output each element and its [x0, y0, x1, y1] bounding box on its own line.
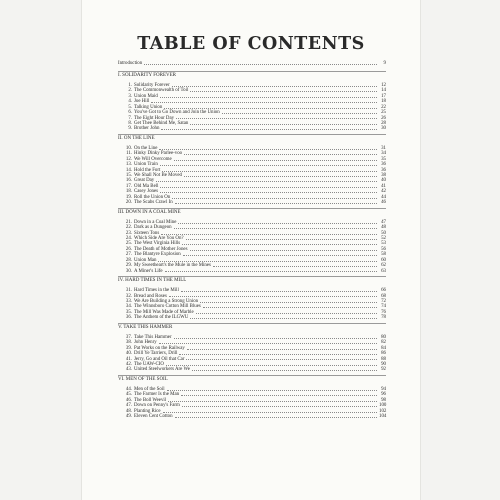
song-number: 9. [128, 126, 132, 132]
page-number: 88 [381, 356, 386, 362]
section-heading: VI. MEN OF THE SOIL [118, 377, 168, 383]
song-title-text: Hold the Fort [134, 167, 161, 173]
song-number: 5. [128, 104, 132, 110]
song-number: 10. [125, 145, 132, 151]
page-number: 63 [381, 268, 386, 274]
page-number: 41 [381, 183, 386, 189]
song-number: 32. [125, 293, 132, 299]
toc-entry[interactable] [118, 199, 386, 205]
song-number: 2. [128, 88, 132, 94]
page-number: 78 [381, 315, 386, 321]
song-title-text: The Anthem of the ILGWU [134, 315, 189, 321]
dot-leader [175, 203, 377, 204]
song-title-text: Get Thee Behind Me, Satan [134, 120, 189, 126]
song-number: 39. [125, 345, 132, 351]
song-number: 49. [125, 414, 132, 420]
song-number: 34. [125, 304, 132, 310]
song-number: 43. [125, 367, 132, 373]
page-number: 74 [381, 304, 386, 310]
song-title [124, 315, 188, 320]
song-title-text: Men of the Soil [134, 386, 165, 392]
song-title-text: The Death of Mother Jones [134, 246, 188, 252]
page-number: 82 [381, 340, 386, 346]
song-number: 12. [125, 156, 132, 162]
page-number: 22 [381, 104, 386, 110]
song-title [124, 414, 173, 419]
song-number: 44. [125, 386, 132, 392]
song-number: 19. [125, 194, 132, 200]
page-number: 94 [381, 386, 386, 392]
song-number: 42. [125, 361, 132, 367]
song-title-text: Roll the Union On [134, 194, 171, 200]
section-heading: III. DOWN IN A COAL MINE [118, 209, 181, 215]
page-number: 46 [381, 200, 386, 206]
song-title-text: Drill Ye Tarriers, Drill [134, 351, 178, 357]
toc-entry[interactable] [118, 125, 386, 131]
song-title [124, 269, 163, 274]
song-title-text: Joe Hill [134, 99, 150, 105]
song-title-text: Down on Penny's Farm [134, 403, 180, 409]
song-title-text: Casey Jones [134, 189, 159, 195]
dot-leader [175, 417, 377, 418]
section-divider [118, 208, 386, 209]
page-number: 26 [381, 115, 386, 121]
page-number: 56 [381, 246, 386, 252]
page-number: 66 [381, 288, 386, 294]
song-title-text: John Henry [134, 340, 157, 346]
page-number: 84 [381, 345, 386, 351]
page-number: 30 [381, 126, 386, 132]
song-title-text: Brother John [134, 126, 160, 132]
page-number: 80 [381, 334, 386, 340]
song-title-text: The West Virginia Hills [134, 241, 181, 247]
page-number: 92 [381, 367, 386, 373]
song-title-text: My Sweetheart's the Mule in the Mines [134, 263, 211, 269]
song-title-text: A Miner's Life [134, 268, 163, 274]
page-number: 90 [381, 361, 386, 367]
song-number: 36. [125, 315, 132, 321]
song-title-text: The Commonwealth of Toil [134, 88, 189, 94]
song-number: 30. [125, 268, 132, 274]
page-number: 14 [381, 88, 386, 94]
song-number: 13. [125, 162, 132, 168]
song-number: 37. [125, 334, 132, 340]
page-number: 76 [381, 309, 386, 315]
page-number: 44 [381, 194, 386, 200]
page-number: 98 [381, 397, 386, 403]
dot-leader [144, 64, 377, 65]
song-title-text: Sixteen Tons [134, 230, 160, 236]
section-divider [118, 71, 386, 72]
song-title-text: The Blantyre Explosion [134, 252, 181, 258]
song-number: 7. [128, 115, 132, 121]
page-number: 53 [381, 241, 386, 247]
song-title-text: Solidarity Forever [134, 83, 170, 88]
song-number: 22. [125, 225, 132, 231]
toc-entry-introduction[interactable] [118, 60, 386, 66]
page-number: 60 [381, 257, 386, 263]
song-number: 46. [125, 397, 132, 403]
song-title-text: The Scabs Crawl In [134, 200, 173, 206]
book-page [82, 0, 420, 500]
page-number: 36 [381, 162, 386, 168]
page-number: 31 [381, 145, 386, 151]
song-number: 16. [125, 178, 132, 184]
page-number: 36 [381, 167, 386, 173]
song-title [124, 126, 159, 131]
page-number: 86 [381, 351, 386, 357]
song-title-text: Take This Hammer [134, 334, 172, 340]
song-number: 38. [125, 340, 132, 346]
song-title-text: We Shall Not Be Moved [134, 173, 182, 179]
toc-entry[interactable] [118, 314, 386, 320]
section-divider [118, 375, 386, 376]
song-title-text: The Mill Was Made of Marble [134, 309, 194, 315]
song-title-text: The Winnsboro Cotton Mill Blues [134, 304, 201, 310]
song-number: 3. [128, 93, 132, 99]
page-number: 38 [381, 173, 386, 179]
song-number: 15. [125, 173, 132, 179]
song-number: 21. [125, 219, 132, 225]
section-heading: IV. HARD TIMES IN THE MILL [118, 278, 187, 284]
song-number: 4. [128, 99, 132, 105]
song-title-text: We Will Overcome [134, 156, 172, 162]
song-number: 17. [125, 183, 132, 189]
song-title-text: Dark as a Dungeon [134, 225, 172, 231]
song-title-text: United Steelworkers Are We [134, 367, 190, 373]
song-title-text: Pat Works on the Railway [134, 345, 185, 351]
song-number: 25. [125, 241, 132, 247]
page-number: 28 [381, 120, 386, 126]
song-number: 40. [125, 351, 132, 357]
dot-leader [161, 129, 377, 130]
page-number: 104 [379, 414, 387, 420]
song-number: 35. [125, 309, 132, 315]
toc-entry[interactable] [118, 413, 386, 419]
song-title-text: On the Line [134, 145, 158, 151]
page-title: TABLE OF CONTENTS [137, 34, 365, 54]
page-number: 42 [381, 189, 386, 195]
section-divider [118, 276, 386, 277]
page-number: 62 [381, 263, 386, 269]
song-title [124, 367, 190, 372]
song-number: 29. [125, 263, 132, 269]
page-number: 18 [381, 99, 386, 105]
page-number: 50 [381, 230, 386, 236]
song-title-text: Down in a Coal Mine [134, 219, 177, 225]
song-title-text: Jerry, Go and Oil that Car [134, 356, 185, 362]
song-title-text: Bread and Roses [134, 293, 167, 299]
dot-leader [190, 318, 377, 319]
introduction-page: 9 [383, 61, 386, 66]
song-title-text: Planting Rice [134, 408, 161, 414]
page-number: 12 [381, 83, 386, 88]
song-title [124, 200, 173, 205]
song-title-text: Which Side Are You On? [134, 236, 184, 242]
section-heading: I. SOLIDARITY FOREVER [118, 73, 177, 79]
page-number: 58 [381, 252, 386, 258]
page-number: 68 [381, 293, 386, 299]
page-number: 96 [381, 392, 386, 398]
song-number: 14. [125, 167, 132, 173]
page-number: 34 [381, 151, 386, 157]
page-number: 52 [381, 236, 386, 242]
page-number: 47 [381, 219, 386, 225]
song-title-text: Great Day [134, 178, 155, 184]
song-title-text: Hard Times in the Mill [134, 288, 179, 294]
section-heading: II. ON THE LINE [118, 136, 155, 142]
song-number: 31. [125, 288, 132, 294]
section-divider [118, 323, 386, 324]
song-number: 23. [125, 230, 132, 236]
song-number: 1. [128, 83, 132, 88]
song-number: 26. [125, 246, 132, 252]
section-heading: V. TAKE THIS HAMMER [118, 325, 173, 331]
song-title-text: Union Train [134, 162, 158, 168]
dot-leader [165, 271, 377, 272]
toc-entry[interactable] [118, 268, 386, 274]
dot-leader [192, 370, 377, 371]
page-number: 25 [381, 110, 386, 116]
song-number: 27. [125, 252, 132, 258]
song-number: 20. [125, 200, 132, 206]
song-title-text: Union Maid [134, 93, 158, 99]
song-number: 24. [125, 236, 132, 242]
page-number: 102 [379, 408, 387, 414]
song-title-text: Talking Union [134, 104, 163, 110]
song-number: 8. [128, 120, 132, 126]
song-title-text: The UAW-CIO [134, 361, 164, 367]
song-title-text: Eleven Cent Cotton [134, 414, 173, 420]
song-number: 47. [125, 403, 132, 409]
song-number: 45. [125, 392, 132, 398]
song-title-text: We Are Building a Strong Union [134, 298, 199, 304]
song-title-text: The Boll Weevil [134, 397, 167, 403]
song-number: 11. [126, 151, 132, 157]
song-title-text: Union Man [134, 257, 157, 263]
page-number: 35 [381, 156, 386, 162]
introduction-label: Introduction [118, 61, 143, 66]
song-number: 28. [125, 257, 132, 263]
song-title-text: Hinky Dinky Parlee-voo [134, 151, 183, 157]
page-number: 72 [381, 298, 386, 304]
section-divider [118, 134, 386, 135]
song-title-text: You've Got to Go Down and Join the Union [134, 110, 220, 116]
song-number: 33. [125, 298, 132, 304]
song-title-text: The Farmer Is the Man [134, 392, 180, 398]
song-number: 41. [125, 356, 132, 362]
page-number: 48 [381, 225, 386, 231]
song-number: 48. [125, 408, 132, 414]
song-number: 6. [128, 110, 132, 116]
toc-entry[interactable] [118, 366, 386, 372]
song-title-text: The Eight Hour Day [134, 115, 175, 121]
song-number: 18. [125, 189, 132, 195]
page-number: 40 [381, 178, 386, 184]
page-number: 100 [379, 403, 387, 409]
song-title-text: Old Ma Bell [134, 183, 159, 189]
page-number: 17 [381, 93, 386, 99]
